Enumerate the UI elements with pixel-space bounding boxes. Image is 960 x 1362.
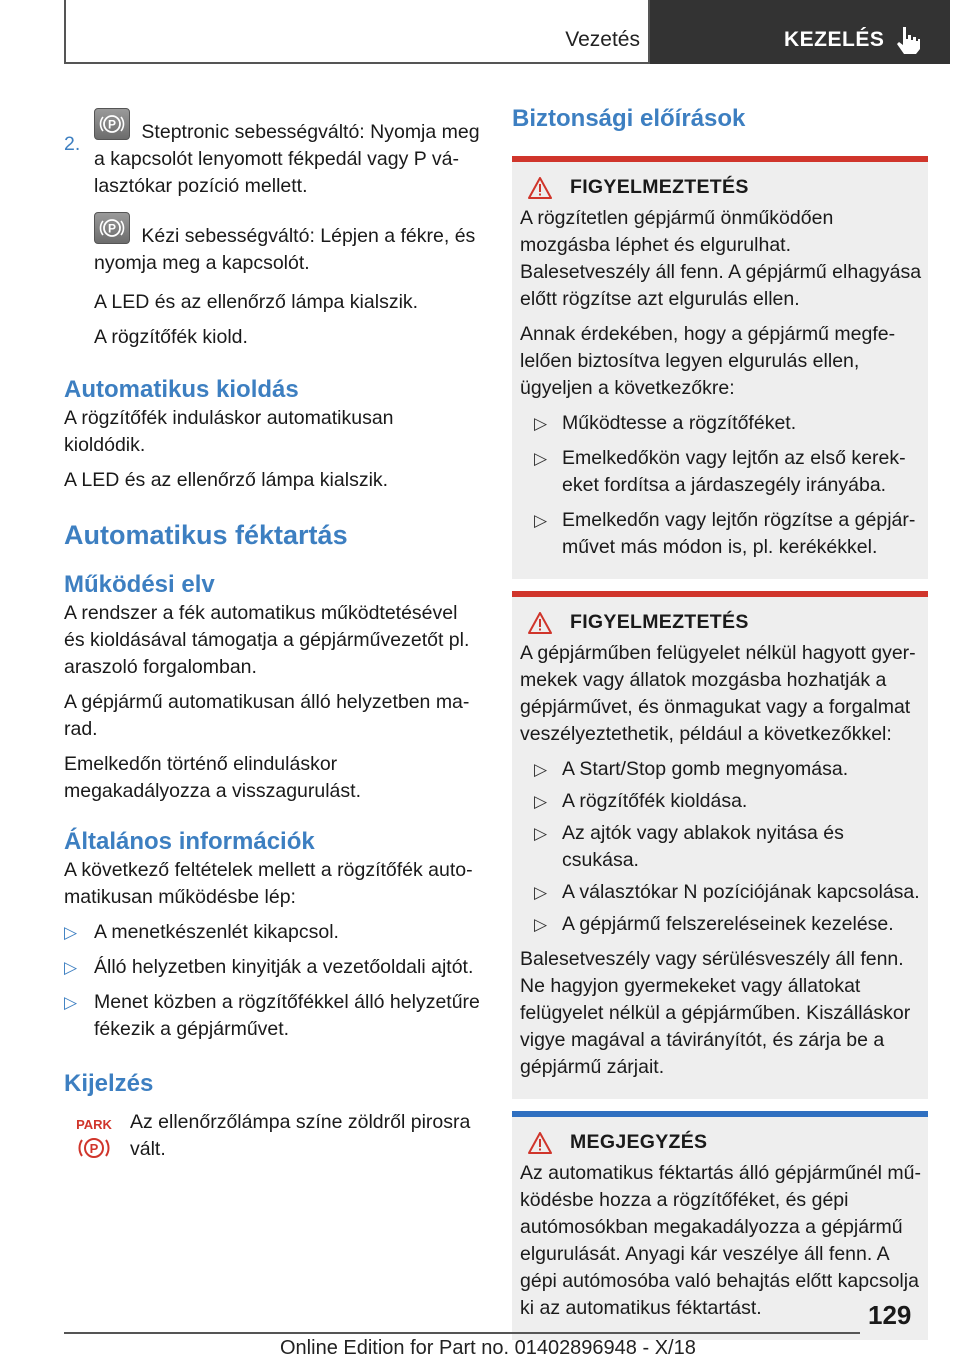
list-item: ▷ Emelkedőn vagy lejtőn rögzítse a gépjárművet más módon is, pl. kerékékkel.: [534, 509, 916, 558]
footer-rule: [64, 1332, 860, 1334]
svg-text:P: P: [89, 1141, 99, 1156]
svg-text:PARK: PARK: [76, 1117, 112, 1132]
list-item: ▷ A rögzítőfék kioldása.: [520, 788, 922, 815]
bullet-triangle-icon: ▷: [534, 511, 548, 530]
step-text-manual: Kézi sebességváltó: Lépjen a fékre, és nyomja meg a kapcsolót.: [94, 225, 476, 274]
step-number: 2.: [64, 133, 81, 155]
svg-text:P: P: [107, 117, 117, 132]
warning-box-2: [512, 591, 928, 1099]
list-item: ▷ Az ajtók vagy ablakok nyitása és csukása.: [534, 822, 844, 871]
principle-text-3: Emelkedőn történő elinduláskor megakadályozza a visszagurulást.: [64, 753, 361, 802]
svg-text:P: P: [107, 221, 117, 236]
bullet-triangle-icon: ▷: [64, 993, 78, 1012]
bullet-triangle-icon: ▷: [534, 915, 548, 934]
principle-text-2: A gépjármű automatikusan álló helyzetben marad.: [64, 691, 470, 740]
warning-title: FIGYELMEZTETÉS: [570, 611, 749, 633]
bullet-triangle-icon: ▷: [534, 760, 548, 779]
principle-text-1: A rendszer a fék automatikus működtetésével és kioldásával támogatja a gépjárművezetőt pl. araszoló forgalomban.: [64, 602, 470, 678]
warning-text-2: Balesetveszély vagy sérülésveszély áll fenn. Ne hagyjon gyermekeket vagy állatokat felügyelet nélkül a gépjárműben. Kiszálláskor vigye magával a távirányítót, és zárja be a gépjármű zárjait.: [520, 948, 911, 1078]
bullet-triangle-icon: ▷: [534, 449, 548, 468]
general-info-text: A következő feltételek mellett a rögzítőfék automatikusan működésbe lép:: [64, 859, 473, 908]
list-item: ▷ A menetkészenlét kikapcsol.: [64, 919, 480, 946]
list-item: ▷ A gépjármű felszereléseinek kezelése.: [520, 911, 922, 938]
park-brake-indicator-icon: [74, 1115, 114, 1165]
warning-triangle-icon: [528, 1132, 552, 1154]
step-text-release: A rögzítőfék kiold.: [94, 326, 248, 348]
bullet-triangle-icon: ▷: [534, 792, 548, 811]
note-box: [512, 1111, 928, 1340]
header-divider-left: [64, 0, 66, 64]
safety-heading: Biztonsági előírások: [512, 105, 746, 132]
step-2: [64, 108, 480, 351]
list-item: ▷ Álló helyzetben kinyitják a vezetőoldali ajtót.: [64, 954, 480, 981]
bullet-triangle-icon: ▷: [64, 958, 78, 977]
warning-triangle-icon: [528, 612, 552, 634]
auto-release-text-2: A LED és az ellenőrző lámpa kialszik.: [64, 469, 389, 491]
list-item: ▷ Emelkedőkön vagy lejtőn az első kerekeket fordítsa a járdaszegély irányába.: [534, 447, 906, 496]
step-text-steptronic: Steptronic sebességváltó: Nyomja meg a kapcsolót lenyomott fékpedál vagy P választókar pozíció mellett.: [94, 121, 480, 197]
warning-triangle-icon: [528, 177, 552, 199]
footer-edition: Online Edition for Part no. 01402896948 - X/18: [280, 1337, 696, 1359]
parking-brake-button-icon: [94, 108, 130, 140]
warning-list: [520, 756, 922, 938]
display-row: [64, 1109, 480, 1163]
header-chapter-label: KEZELÉS: [784, 28, 885, 51]
bullet-triangle-icon: ▷: [64, 923, 78, 942]
warning-list: [520, 410, 922, 561]
auto-hold-heading: Automatikus féktartás: [64, 520, 348, 550]
list-item: ▷ Menet közben a rögzítőfékkel álló helyzetűre fékezik a gépjárművet.: [64, 991, 480, 1040]
warning-text-1: A rögzítetlen gépjármű önműködően mozgásba léphet és elgurulhat. Balesetveszély áll fenn. A gépjármű elhagyása előtt rögzítse azt elgurulás ellen.: [520, 207, 922, 310]
list-item: ▷ A választókar N pozíciójának kapcsolása.: [520, 879, 922, 906]
note-text: Az automatikus féktartás álló gépjárműnél működésbe hozza a rögzítőféket, és gépi autómosókban megakadályozza a gépjármű elgurulását. Anyagi kár veszélye áll fenn. A gépi autómosóba való behajtás előtt kapcsolja ki az automatikus féktartást.: [520, 1162, 922, 1319]
warning-box-1: [512, 156, 928, 579]
bullet-triangle-icon: ▷: [534, 883, 548, 902]
principle-heading: Működési elv: [64, 571, 215, 598]
list-item: ▷ A Start/Stop gomb megnyomása.: [520, 756, 922, 783]
note-title: MEGJEGYZÉS: [570, 1131, 708, 1153]
general-info-heading: Általános információk: [64, 828, 315, 855]
general-info-list: [64, 919, 480, 1043]
bullet-triangle-icon: ▷: [534, 824, 548, 843]
list-item: ▷ Működtesse a rögzítőféket.: [520, 410, 922, 437]
page-number: 129: [868, 1300, 912, 1330]
auto-release-heading: Automatikus kioldás: [64, 376, 299, 403]
bullet-triangle-icon: ▷: [534, 414, 548, 433]
warning-text-2: Annak érdekében, hogy a gépjármű megfelelően biztosítva legyen elgurulás ellen, ügyeljen a következőkre:: [520, 323, 896, 399]
hand-pointer-icon: [894, 25, 922, 55]
display-heading: Kijelzés: [64, 1070, 154, 1097]
auto-release-text-1: A rögzítőfék induláskor automatikusan kioldódik.: [64, 407, 394, 456]
warning-title: FIGYELMEZTETÉS: [570, 176, 749, 198]
header-section-title: Vezetés: [565, 28, 640, 51]
left-column: [64, 98, 480, 1163]
warning-text-1: A gépjárműben felügyelet nélkül hagyott gyermekek vagy állatok mozgásba hozhatják a gépjárművet, és önmagukat vagy a forgalmat veszélyeztethetik, például a következőkkel:: [520, 642, 916, 745]
step-text-led: A LED és az ellenőrző lámpa kialszik.: [94, 291, 419, 313]
header-bottom-rule: [64, 62, 650, 64]
right-column: [512, 98, 928, 1340]
display-text: Az ellenőrzőlámpa színe zöldről pirosra vált.: [130, 1111, 471, 1160]
parking-brake-button-icon: [94, 212, 130, 244]
